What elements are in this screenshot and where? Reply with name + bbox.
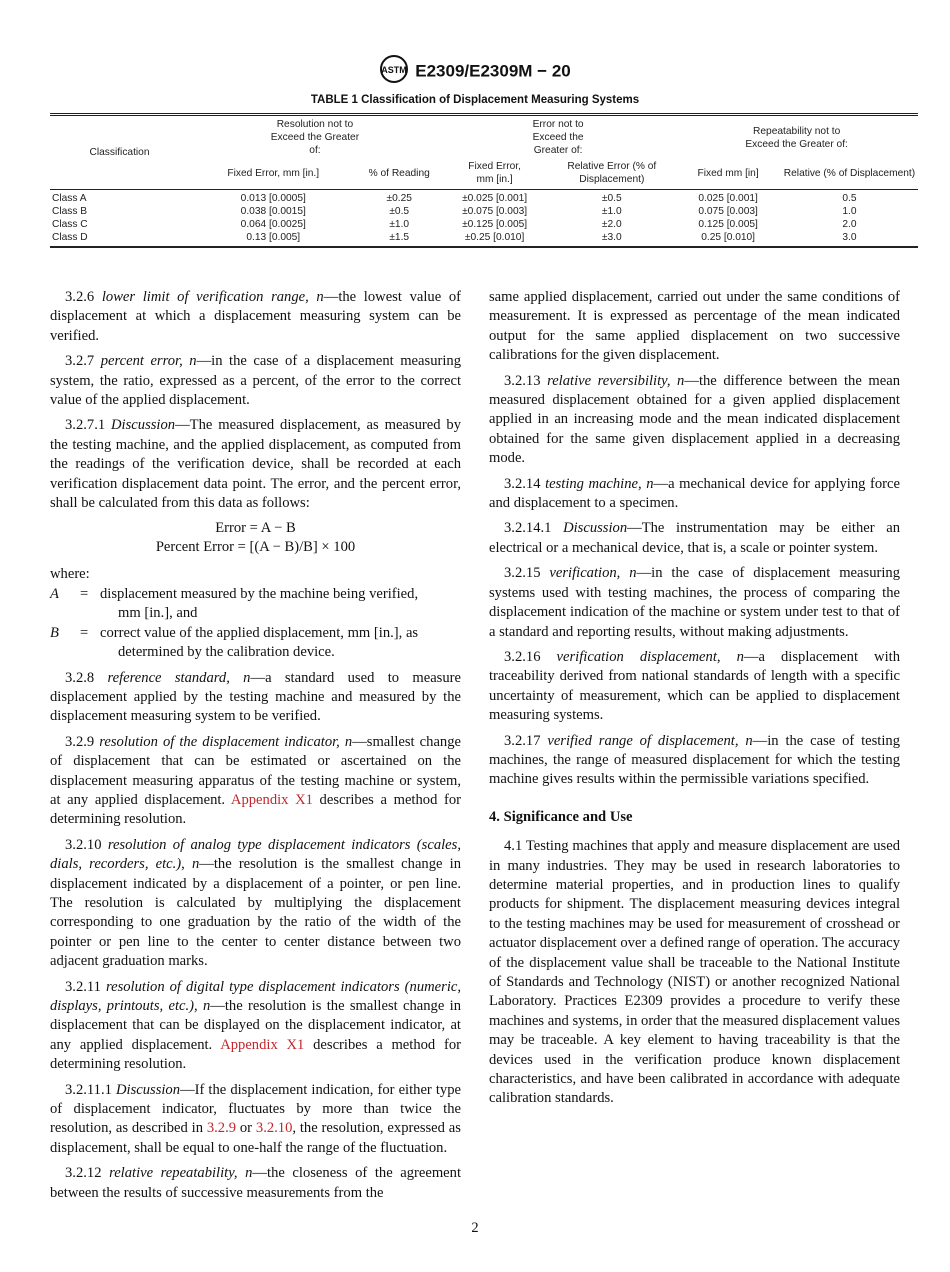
table-cell: ±1.0 <box>389 219 410 230</box>
table-cell: ±2.0 <box>601 219 622 230</box>
cross-reference-link[interactable]: Appendix X1 <box>230 791 313 808</box>
paragraph <box>489 648 900 726</box>
table-cell: 0.125 [0.005] <box>698 219 758 230</box>
text: —a mechanical device for applying force and displacement to a specimen. <box>489 475 900 512</box>
text: —the resolution is the smallest change in displacement indicated by a displacement of a pointer, or pen line. The resolution is calculated by multiplying the displacement corresponding to one graduation by the ratio of the width of the pointer or pen line to the center to center distance between two adjacent graduation marks. <box>50 856 461 970</box>
text: —If the displacement indication, for either type of displacement indicator, fluctuates by more than twice the resolution, as described in <box>50 1081 461 1137</box>
term: verified range of displacement, n <box>547 732 753 749</box>
term: resolution of analog type displacement indicators (scales, dials, recorders, etc.), n <box>50 836 461 873</box>
text: or <box>236 1120 256 1137</box>
section-heading: 4. Significance and Use <box>489 808 633 825</box>
paragraph <box>50 416 461 513</box>
paragraph <box>50 1164 461 1203</box>
astm-logo-icon <box>379 54 409 89</box>
definition-text: correct value of the applied displacement, mm [in.], as <box>100 624 419 641</box>
subheader: Fixed mm [in] <box>675 160 781 190</box>
text: —in the case of displacement measuring systems used with testing machines, the process of comparing the displacement indication of the machine or system under test to that of a standard and reporting results, without making adjustments. <box>489 565 900 640</box>
text: describes a method for determining resolution. <box>50 1036 462 1073</box>
paragraph <box>50 978 461 1075</box>
term: relative reversibility, n <box>547 372 685 389</box>
header-repeatability: Repeatability not to Exceed the Greater of: <box>745 125 848 150</box>
header-error: Error not to Exceed the Greater of: <box>532 119 584 156</box>
term: Discussion <box>111 417 176 434</box>
text: describes a method for determining resolution. <box>50 791 462 828</box>
table-cell: 3.0 <box>842 232 857 243</box>
table-row <box>50 190 918 206</box>
error-equation: Error = A − B <box>215 520 296 537</box>
text: 4.1 Testing machines that apply and measure displacement are used in many industries. They may be used in research laboratories to determine material properties, and in production lines to qualify products for shipment. The displacement measuring devices integral to the testing machines may be used for measurement of crosshead or actuator displacement over a defined range of operation. The accuracy of the displacement value shall be traceable to the National Institute of Standards and Technology (NIST) or another recognized National Laboratory. Practices E2309 provides a procedure to verify these machines and systems, in order that the measured displacement values may be traceable. A key element to having traceability is that the devices used in the verification produce known displacement characteristics, and have been calibrated in accordance with adequate calibration standards. <box>489 838 900 1107</box>
text: 3.2.10 <box>65 836 108 853</box>
paragraph <box>489 837 900 1109</box>
paragraph <box>489 732 900 790</box>
right-column <box>489 288 900 1115</box>
class-name-cell: Class C <box>52 219 88 230</box>
classification-table <box>50 113 918 248</box>
paragraph <box>50 288 461 346</box>
class-name-cell: Class A <box>52 193 87 204</box>
text: 3.2.11 <box>65 978 106 995</box>
term: reference standard, n <box>107 669 251 686</box>
text: 3.2.15 <box>504 565 550 582</box>
text: 3.2.13 <box>504 372 548 389</box>
text: —a standard used to measure displacement applied by the testing machine and measured by the displacement measuring system to be verified. <box>50 669 461 725</box>
definition-b <box>50 624 461 663</box>
paragraph <box>489 288 900 366</box>
text: 3.2.14.1 <box>504 520 564 537</box>
table-cell: ±0.5 <box>389 206 410 217</box>
text: —the closeness of the agreement between the results of successive measurements from the <box>50 1165 462 1201</box>
text: —The measured displacement, as measured by the testing machine, and the applied displacement, as computed from the readings of the verification device, shall be recorded at each verification displacement data point. The error, and the percent error, shall be calculated from this data as follows: <box>50 417 461 512</box>
document-designation: E2309/E2309M − 20 <box>415 61 571 81</box>
class-name-cell: Class D <box>52 232 88 243</box>
text: —in the case of a displacement measuring system, the ratio, expressed as a percent, of the error to the correct value of the applied displacement. <box>50 353 461 409</box>
table-cell: ±0.125 [0.005] <box>462 219 528 230</box>
definition-list <box>50 585 461 663</box>
paragraph <box>50 669 461 727</box>
term: testing machine, n <box>545 475 654 492</box>
table-row <box>50 218 918 231</box>
table-cell: ±0.025 [0.001] <box>462 193 528 204</box>
header-classification: Classification <box>50 115 189 190</box>
table-cell: 2.0 <box>842 219 857 230</box>
text: 3.2.12 <box>65 1165 110 1182</box>
where-label: where: <box>50 566 90 583</box>
text: —the resolution is the smallest change in displacement that can be displayed on the displacement indicator, at any applied displacement. <box>50 998 461 1053</box>
table-cell: ±3.0 <box>601 232 622 243</box>
subheader: % of Reading <box>358 160 441 190</box>
subheader: Fixed Error, mm [in.] <box>441 160 548 190</box>
text: 3.2.14 <box>504 475 546 492</box>
definition-cont: mm [in.], and <box>118 605 198 622</box>
term: resolution of the displacement indicator, n <box>99 733 353 750</box>
text: 3.2.11.1 <box>65 1081 116 1098</box>
page-header <box>0 54 950 89</box>
svg-text:ASTM: ASTM <box>381 65 407 75</box>
paragraph <box>50 836 461 972</box>
text: —The instrumentation may be either an electrical or a mechanical device, that is, a scale or pointer system. <box>489 520 901 556</box>
definition-a <box>50 585 461 624</box>
symbol: A <box>50 585 59 602</box>
left-column <box>50 288 461 1209</box>
table-cell: 0.25 [0.010] <box>701 232 756 243</box>
text: 3.2.6 <box>65 289 102 305</box>
text: , the resolution, expressed as displacement, shall be equal to one-half the range of the fluctuation. <box>50 1120 461 1156</box>
equations <box>50 519 461 557</box>
term: Discussion <box>115 1081 181 1098</box>
text: 3.2.7.1 <box>65 417 112 434</box>
term: lower limit of verification range, n <box>101 289 324 305</box>
table-cell: 0.038 [0.0015] <box>240 206 306 217</box>
text: 3.2.7 <box>65 353 101 370</box>
table-cell: 0.13 [0.005] <box>246 232 301 243</box>
equals: = <box>80 624 89 641</box>
table-cell: 0.075 [0.003] <box>698 206 758 217</box>
subheader: Relative (% of Displacement) <box>781 160 918 190</box>
table-cell: ±1.5 <box>389 232 410 243</box>
cross-reference-link[interactable]: Appendix X1 <box>220 1036 305 1053</box>
table-cell: ±0.25 <box>386 193 412 204</box>
paragraph <box>489 564 900 642</box>
page-number: 2 <box>471 1220 479 1236</box>
table-cell: 1.0 <box>842 206 857 217</box>
paragraph <box>50 352 461 410</box>
table-cell: ±0.075 [0.003] <box>462 206 528 217</box>
table-row <box>50 231 918 247</box>
text: —smallest change of displacement that can be estimated or ascertained on the displacement measuring apparatus of the testing machine or system, at any applied displacement. <box>50 733 461 808</box>
table-cell: ±1.0 <box>601 206 622 217</box>
text: 3.2.9 <box>65 733 100 750</box>
table-cell: ±0.5 <box>601 193 622 204</box>
cross-reference-link[interactable]: 3.2.9 <box>206 1120 237 1137</box>
table-caption: TABLE 1 Classification of Displacement Measuring Systems <box>310 94 640 106</box>
table-cell: 0.5 <box>842 193 857 204</box>
table-cell: 0.013 [0.0005] <box>240 193 306 204</box>
header-resolution: Resolution not to Exceed the Greater of: <box>270 119 360 156</box>
text: 3.2.8 <box>65 669 108 686</box>
paragraph <box>50 733 461 830</box>
paragraph <box>489 475 900 514</box>
text: same applied displacement, carried out under the same conditions of measurement. It is expressed as percentage of the mean indicated output for the same applied displacement on two successive calibrations for the given displacement. <box>489 289 900 364</box>
text: 3.2.17 <box>504 732 548 749</box>
text: —in the case of testing machines, the range of measured displacement for which the testing machine gives results within the permissible variations specified. <box>489 732 900 788</box>
paragraph <box>489 519 900 558</box>
subheader: Fixed Error, mm [in.] <box>189 160 358 190</box>
term: verification displacement, n <box>556 648 744 665</box>
equals: = <box>80 585 89 602</box>
symbol: B <box>50 624 59 641</box>
class-name-cell: Class B <box>52 206 88 217</box>
definition-text: displacement measured by the machine being verified, <box>100 585 419 602</box>
table-cell: 0.025 [0.001] <box>698 193 758 204</box>
text: —the lowest value of displacement at which a displacement measuring system can be verified. <box>50 289 461 344</box>
table-row <box>50 205 918 218</box>
term: verification, n <box>549 565 637 582</box>
paragraph <box>489 372 900 469</box>
percent-error-equation: Percent Error = [(A − B)/B] × 100 <box>155 539 356 556</box>
term: Discussion <box>563 520 628 537</box>
cross-reference-link[interactable]: 3.2.10 <box>255 1120 293 1137</box>
term: percent error, n <box>100 353 197 370</box>
text: —the difference between the mean measured displacement obtained for a given applied displacement applied in an increasing mode and the mean indicated displacement obtained for the same given displacement applied in a decreasing mode. <box>489 372 900 467</box>
paragraph <box>50 1081 461 1159</box>
term: relative repeatability, n <box>109 1165 253 1182</box>
definition-cont: determined by the calibration device. <box>118 644 335 661</box>
table-cell: ±0.25 [0.010] <box>464 232 525 243</box>
subheader: Relative Error (% of Displacement) <box>548 160 675 190</box>
text: 3.2.16 <box>504 648 557 665</box>
text: —a displacement with traceability derived from national standards of length with a specific uncertainty of measurement, which can be applied to displacement measuring systems. <box>489 648 900 724</box>
table-cell: 0.064 [0.0025] <box>240 219 306 230</box>
term: resolution of digital type displacement indicators (numeric, displays, printouts, etc.), n <box>50 978 462 1014</box>
